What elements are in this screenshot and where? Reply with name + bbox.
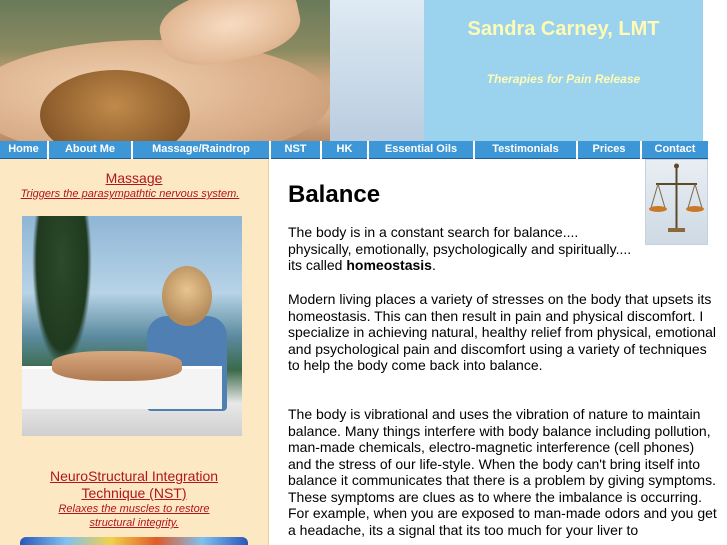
nst-title-line1: NeuroStructural Integration — [49, 468, 219, 484]
homeostasis-term: homeostasis — [346, 257, 432, 273]
stress-paragraph: Modern living places a variety of stresses on the body that upsets its homeostasis. This can then result in pain and physical discomfort. I specialize in achieving natural, healthy relief from physical, emotional and psychological pain and discomfort using a variety of techniques to help the body come back into balance. — [288, 291, 716, 373]
massage-subtitle-link[interactable]: Triggers the parasympathtic nervous system. — [20, 188, 240, 200]
header-massage-photo — [0, 0, 424, 141]
site-header — [0, 0, 727, 141]
nav-about-me[interactable]: About Me — [49, 141, 131, 159]
sidebar — [0, 159, 269, 545]
nav-testimonials[interactable]: Testimonials — [475, 141, 576, 159]
site-tagline: Therapies for Pain Release — [486, 72, 641, 86]
vibration-paragraph: The body is vibrational and uses the vibration of nature to maintain balance. Many things interfere with body balance including pollution, man-made chemicals, electro-magnetic interference (cell phones) and the stress of our life-style. When the body can't bring itself into balance it communicates that there is a problem by giving symptoms. These symptoms are clues as to where the imbalance is occurring. For example, when you are exposed to man-made odors and you get a headache, its a signal that its too much for your liver to — [288, 406, 717, 538]
nav-home[interactable]: Home — [0, 141, 47, 159]
intro-line-2: physically, emotionally, psychologically and spiritually.... — [288, 240, 632, 257]
nav-contact[interactable]: Contact — [642, 141, 708, 159]
massage-photo[interactable] — [22, 216, 242, 436]
page-title: Balance — [288, 181, 381, 208]
intro-paragraph — [288, 224, 718, 274]
nav-prices[interactable]: Prices — [578, 141, 640, 159]
nst-photo[interactable] — [20, 537, 248, 545]
nav-essential-oils[interactable]: Essential Oils — [369, 141, 473, 159]
main-content — [270, 159, 727, 545]
site-title: Sandra Carney, LMT — [467, 18, 660, 40]
nst-title-line2: Technique (NST) — [81, 485, 187, 501]
nst-subtitle-link[interactable] — [0, 502, 268, 530]
nst-link[interactable] — [0, 468, 268, 502]
main-nav — [0, 141, 727, 159]
nav-hk[interactable]: HK — [322, 141, 367, 159]
intro-line-3-pre: its called — [288, 257, 347, 273]
intro-line-1: The body is in a constant search for balance.... — [288, 224, 579, 240]
nav-nst[interactable]: NST — [271, 141, 320, 159]
header-edge — [703, 0, 727, 141]
massage-link[interactable]: Massage — [105, 170, 163, 186]
nst-subtitle-line1: Relaxes the muscles to restore — [58, 503, 210, 515]
nst-subtitle-line2: structural integrity. — [89, 517, 179, 529]
nav-massage-raindrop[interactable]: Massage/Raindrop — [133, 141, 269, 159]
intro-line-3-post: . — [431, 257, 436, 273]
